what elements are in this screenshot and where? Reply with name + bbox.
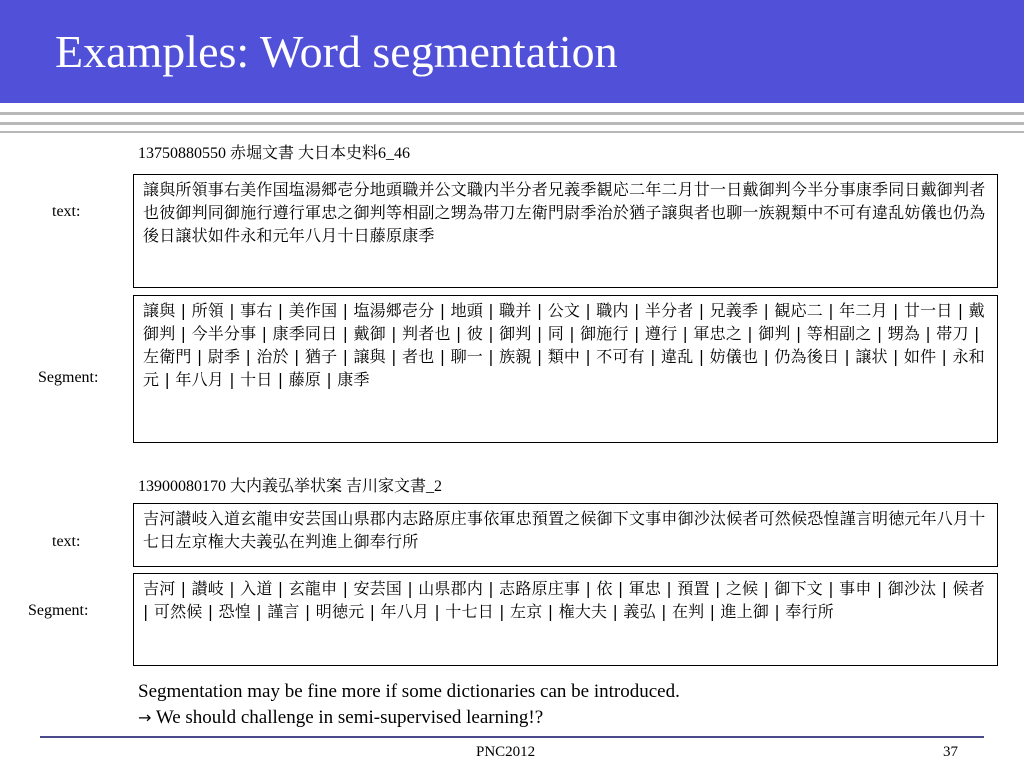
doc-id-2: 13900080170 大内義弘挙状案 吉川家文書_2 bbox=[138, 478, 443, 495]
text-box-2 bbox=[133, 503, 998, 567]
source-text-2: 吉河讃岐入道玄龍申安芸国山県郡内志路原庄事依軍忠預置之候御下文事申御沙汰候者可然候恐惶謹言明徳元年八月十七日左京権大夫義弘在判進上御奉行所 bbox=[143, 509, 986, 551]
text-label-1: text: bbox=[52, 203, 81, 220]
footer-center-text: PNC2012 bbox=[476, 744, 536, 760]
footer-divider bbox=[40, 736, 984, 738]
conclusion-note bbox=[138, 679, 680, 731]
page-number: 37 bbox=[943, 744, 958, 760]
source-text-1: 譲與所領事右美作国塩湯郷壱分地頭職并公文職内半分者兄義季観応二年二月廿一日戴御判今半分事康季同日戴御判者也彼御判同御施行遵行軍忠之御判等相副之甥為帯刀左衛門尉季治於猶子譲與者也聊一族親類中不可有違乱妨儀也仍為後日譲状如件永和元年八月十日藤原康季 bbox=[143, 180, 986, 245]
segment-label-1: Segment: bbox=[38, 369, 99, 386]
doc-id-1: 13750880550 赤堀文書 大日本史料6_46 bbox=[138, 145, 411, 162]
arrow-right-icon: → bbox=[138, 708, 152, 727]
segment-box-2 bbox=[133, 573, 998, 666]
note-line-1: Segmentation may be fine more if some dictionaries can be introduced. bbox=[138, 681, 680, 702]
note-line-2-text: We should challenge in semi-supervised learning!? bbox=[151, 707, 544, 728]
text-box-1 bbox=[133, 174, 998, 288]
segment-label-2: Segment: bbox=[28, 602, 89, 619]
segment-box-1 bbox=[133, 295, 998, 443]
slide-title: Examples: Word segmentation bbox=[55, 26, 618, 77]
title-bar bbox=[0, 0, 1024, 103]
segmented-text-2: 吉河 | 讃岐 | 入道 | 玄龍申 | 安芸国 | 山県郡内 | 志路原庄事 | 依 | 軍忠 | 預置 | 之候 | 御下文 | 事申 | 御沙汰 | 候者 | 可然候 | 恐惶 | 謹言 | 明徳元 | 年八月 | 十七日 | 左京 | 権大夫 | 義弘 | 在判 | 進上御 | 奉行所 bbox=[143, 579, 985, 621]
note-line-2 bbox=[138, 705, 680, 731]
text-label-2: text: bbox=[52, 533, 81, 550]
segmented-text-1: 譲與 | 所領 | 事右 | 美作国 | 塩湯郷壱分 | 地頭 | 職并 | 公文 | 職内 | 半分者 | 兄義季 | 観応二 | 年二月 | 廿一日 | 戴御判 | 今半分事 | 康季同日 | 戴御 | 判者也 | 彼 | 御判 | 同 | 御施行 | 遵行 | 軍忠之 | 御判 | 等相副之 | 甥為 | 帯刀 | 左衛門 | 尉季 | 治於 | 猶子 | 譲與 | 者也 | 聊一 | 族親 | 類中 | 不可有 | 違乱 | 妨儀也 | 仍為後日 | 譲状 | 如件 | 永和元 | 年八月 | 十日 | 藤原 | 康季 bbox=[143, 301, 985, 389]
